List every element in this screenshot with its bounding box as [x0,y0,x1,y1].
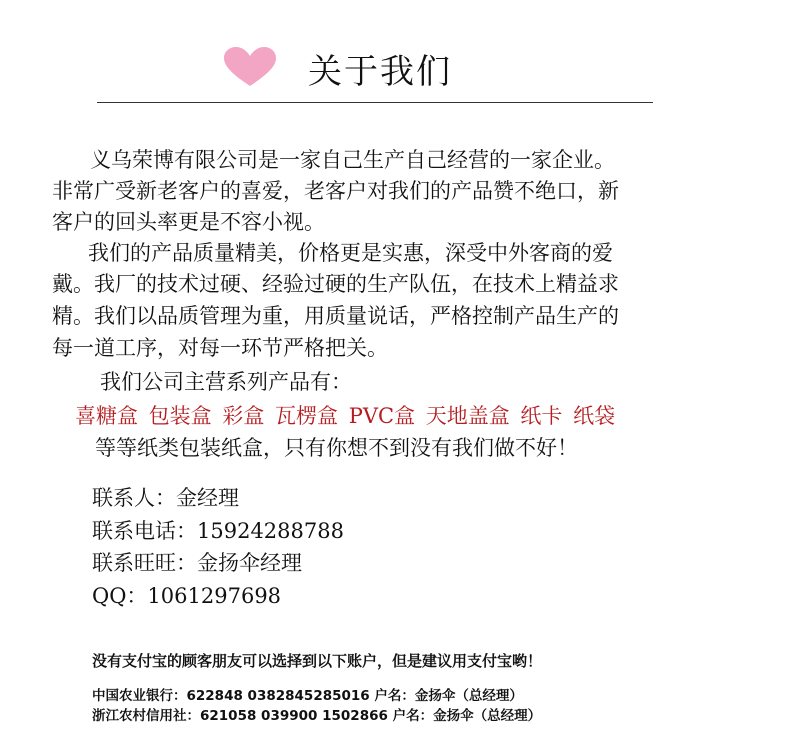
product-list: 喜糖盒 包装盒 彩盒 瓦楞盒 PVC盒 天地盖盒 纸卡 纸袋 [75,404,616,428]
intro-line-8: 我们公司主营系列产品有： [100,370,352,394]
closing-line: 等等纸类包装纸盒，只有你想不到没有我们做不好！ [95,436,578,460]
page-title: 关于我们 [308,52,452,92]
contact-person: 联系人：金经理 [92,486,239,510]
intro-line-1: 义乌荣博有限公司是一家自己生产自己经营的一家企业。 [90,148,615,172]
intro-line-6: 精。我们以品质管理为重，用质量说话，严格控制产品生产的 [52,304,619,328]
payment-note: 没有支付宝的顾客朋友可以选择到以下账户，但是建议用支付宝哟！ [92,652,543,670]
intro-line-5: 戴。我厂的技术过硬、经验过硬的生产队伍，在技术上精益求 [52,272,619,296]
title-divider [97,102,653,103]
intro-line-2: 非常广受新老客户的喜爱，老客户对我们的产品赞不绝口，新 [52,179,619,203]
intro-line-3: 客户的回头率更是不容小视。 [52,210,325,234]
bank-account-zj-rural: 浙江农村信用社：621058 039900 1502866 户名：金扬伞（总经理） [92,708,542,724]
contact-wangwang: 联系旺旺：金扬伞经理 [92,551,302,575]
bank-account-abc: 中国农业银行：622848 0382845285016 户名：金扬伞（总经理） [92,688,523,704]
intro-line-7: 每一道工序，对每一环节严格把关。 [52,336,388,360]
contact-qq: QQ：1061297698 [92,584,282,608]
contact-phone: 联系电话：15924288788 [92,519,344,543]
intro-line-4: 我们的产品质量精美，价格更是实惠，深受中外客商的爱 [88,241,613,265]
heart-icon [222,46,278,88]
